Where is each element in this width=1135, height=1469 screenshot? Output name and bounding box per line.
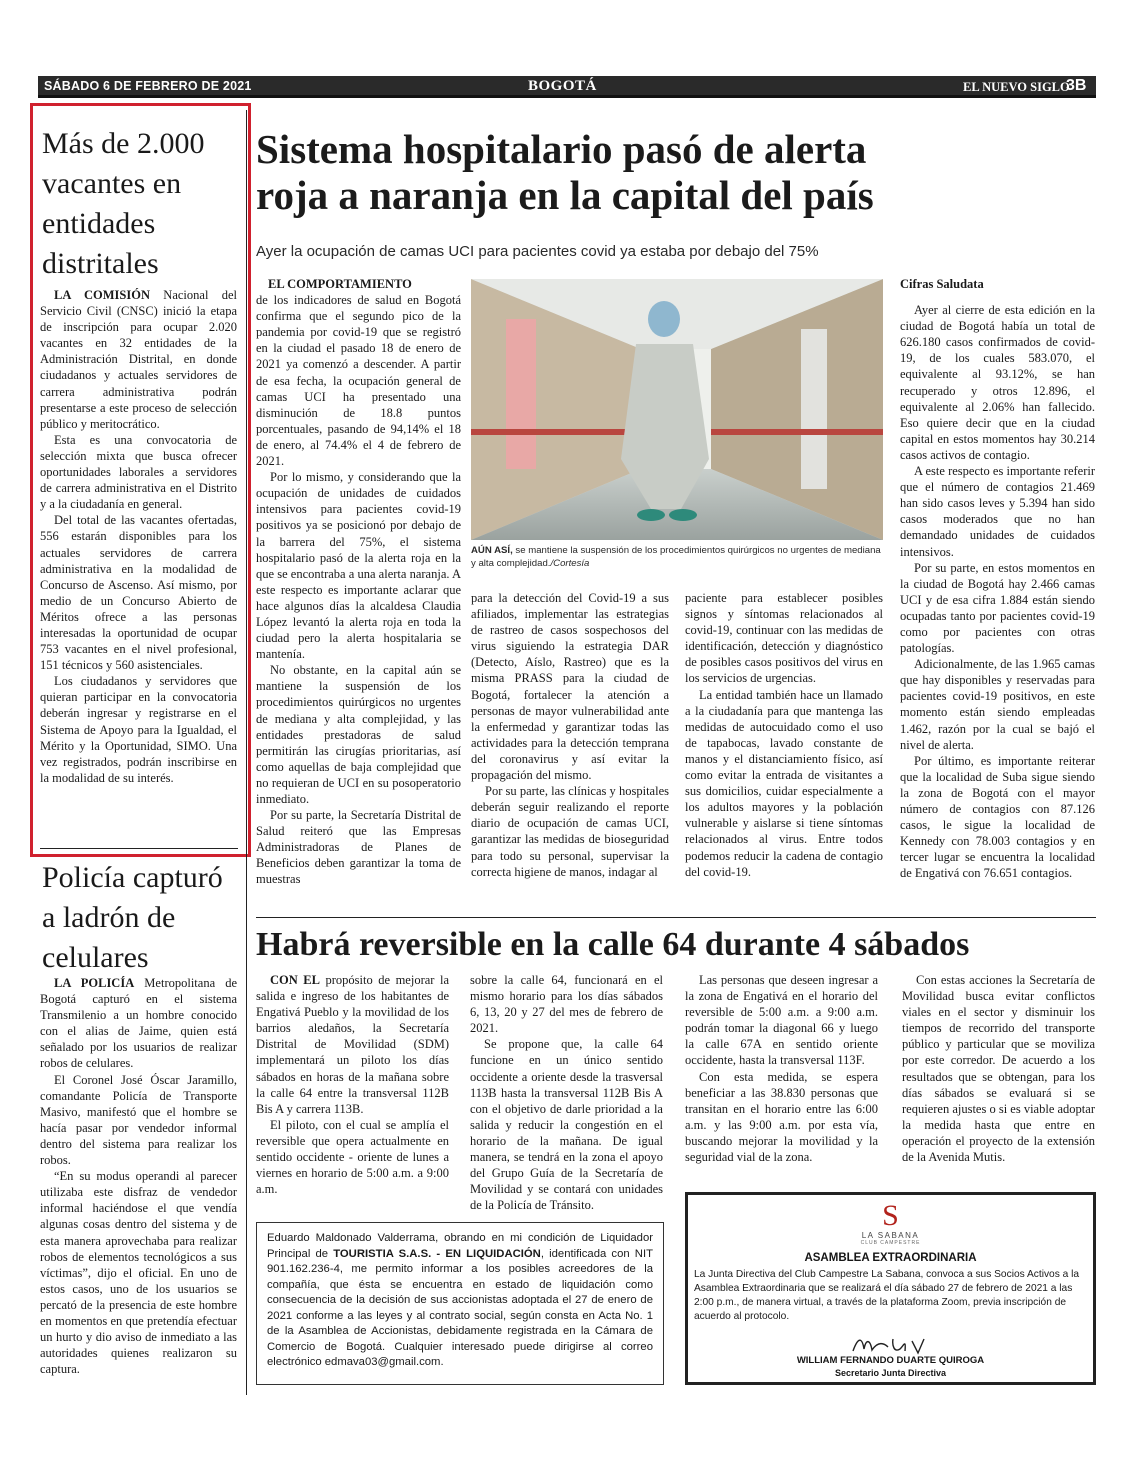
issue-date: SÁBADO 6 DE FEBRERO DE 2021 bbox=[44, 79, 252, 93]
paragraph: A este respecto es importante referir que el número de contagios 21.469 han sido casos leves y 5.394 han sido casos moderados que no han demandado unidades de cuidados intensivos. bbox=[900, 464, 1095, 559]
section-divider bbox=[256, 917, 1096, 918]
second-column-1 bbox=[256, 972, 449, 1197]
photo-caption bbox=[471, 544, 883, 570]
side-article-1-title bbox=[42, 124, 250, 284]
signer-name: WILLIAM FERNANDO DUARTE QUIROGA bbox=[796, 1355, 985, 1366]
title-line: Más de 2.000 bbox=[42, 127, 205, 160]
page-number: 3B bbox=[1066, 77, 1087, 94]
main-column-1 bbox=[256, 276, 461, 888]
signer-role: Secretario Junta Directiva bbox=[834, 1368, 947, 1378]
section-name: BOGOTÁ bbox=[528, 78, 597, 94]
main-column-2 bbox=[471, 590, 669, 880]
photo-credit: /Cortesía bbox=[550, 558, 590, 569]
title-line: celulares bbox=[42, 941, 149, 974]
paragraph: de los indicadores de salud en Bogotá confirma que el segundo pico de la pandemia por covid-19 que se registró en la ciudad el pasado 18 de enero de 2021 ya comenzó a descender. A partir de esa fecha, la ocupación general de camas UCI ha presentado una disminución de 18.8 puntos porcentuales, pasando de 94,14% el 18 de enero, al 74.4% el 4 de febrero de 2021. bbox=[256, 293, 461, 469]
title-line: entidades bbox=[42, 207, 156, 240]
lead-in: LA COMISIÓN bbox=[54, 288, 150, 302]
paragraph: Ayer al cierre de esta edición en la ciudad de Bogotá había un total de 626.180 casos confirmados de covid-19, de los cuales 583.070, el equivalente al 93.12%, se han recuperado y otros 12.896, el equivalente al 2.06% han fallecido. Eso quiere decir que en la ciudad capital en estos momentos hay 30.214 casos activos de contagio. bbox=[900, 303, 1095, 462]
paragraph: Por lo mismo, y considerando que la ocupación de unidades de cuidados intensivos para pacientes covid-19 positivos ya se posicionó por debajo de la barrera del 75%, el sistema hospitalario pasó de la alerta roja en la que se encontraba a una alerta naranja. A este respecto es importante aclarar que hace algunos días la alcaldesa Claudia López levantó la alerta roja en toda la ciudad pero la alerta hospitalaria se mantenía. bbox=[256, 470, 461, 662]
notice-text: , identificada con NIT 901.162.236-4, me permito informar a los posibles acreedores de la compañía, que ésta se encuentra en estado de liquidación como consecuencia de la decisión de sus accionistas adoptada el 27 de enero de 2021 conforme a las leyes y al contrato social, según consta en Acta No. 1 de la Asamblea de Accionistas, debidamente registrada en la Cámara de Comercio de Bogotá. Cualquier interesado puede dirigirse al correo electrónico edmava03@gmail.com. bbox=[267, 1247, 653, 1368]
logo-name: LA SABANA bbox=[861, 1231, 920, 1240]
company-name: TOURISTIA S.A.S. - EN LIQUIDACIÓN bbox=[333, 1247, 541, 1260]
paragraph: propósito de mejorar la salida e ingreso de los habitantes de Engativá Pueblo y la movilidad de los barrios aledaños, la Secretaría Distrital de Movilidad (SDM) implementará un piloto los días sábados en horas de la mañana sobre la calle 64 entre la transversal 112B Bis A y carrera 113B. bbox=[256, 973, 449, 1116]
main-headline bbox=[256, 126, 874, 218]
side-article-2-title bbox=[42, 858, 250, 978]
second-column-3 bbox=[685, 972, 878, 1165]
lead-in: CON EL bbox=[270, 973, 320, 987]
paragraph: El piloto, con el cual se amplía el reversible que opera actualmente en sentido occidente - oriente de lunes a viernes en horario de 5:00 a.m. a 9:00 a.m. bbox=[256, 1117, 449, 1197]
paragraph: Metropolitana de Bogotá capturó en el sistema Transmilenio a un hombre conocido con el alias de Jaime, quien está señalado por los usuarios de realizar robos de celulares. bbox=[40, 976, 237, 1071]
title-line: vacantes en bbox=[42, 167, 182, 200]
paragraph: sobre la calle 64, funcionará en el mismo horario para los días sábados 6, 13, 20 y 27 del mes de febrero de 2021. bbox=[470, 973, 663, 1036]
paragraph: Esta es una convocatoria de selección mixta que busca ofrecer oportunidades laborales a servidores de carrera administrativa en el Distrito y a la ciudadanía en general. bbox=[40, 432, 237, 512]
main-column-4 bbox=[900, 276, 1095, 881]
la-sabana-logo: S bbox=[882, 1199, 899, 1232]
assembly-body: La Junta Directiva del Club Campestre La Sabana, convoca a sus Socios Activos a la Asamblea Extraordinaria que se realizará el día sábado 27 de febrero de 2021 a las 2:00 p.m., de manera virtual, a través de la plataforma Zoom, previa inscripción de acuerdo al protocolo. bbox=[694, 1269, 1080, 1322]
paragraph: Por su parte, las clínicas y hospitales deberán seguir realizando el reporte diario de ocupación de camas UCI, garantizar las medidas de bioseguridad para todo su personal, supervisar la correcta higiene de manos, indagar al bbox=[471, 784, 669, 879]
signature-scribble bbox=[848, 1335, 938, 1357]
liquidation-notice bbox=[256, 1222, 664, 1385]
paragraph: “En su modus operandi al parecer utilizaba este disfraz de vendedor informal haciéndose el que vendía algunas cosas dentro del sistema y de esta manera aprovechaba para realizar robos de elementos tecnológicos a sus víctimas”, dijo el oficial. En uno de estos casos, uno de los usuarios se percató de la presencia de este hombre en momentos en que pretendía efectuar un hurto y dio aviso de inmediato a las autoridades quienes realizaron su captura. bbox=[40, 1169, 237, 1377]
column-rule bbox=[246, 110, 247, 1395]
second-headline: Habrá reversible en la calle 64 durante 4 sábados bbox=[256, 926, 970, 963]
caption-lead: AÚN ASÍ, bbox=[471, 545, 513, 556]
paragraph: paciente para establecer posibles signos y síntomas relacionados al covid-19, continuar con las medidas de identificación, detección y diagnóstico de posibles casos positivos del virus en los servicios de urgencias. bbox=[685, 591, 883, 686]
paragraph: Del total de las vacantes ofertadas, 556 estarán disponibles para los actuales servidores de carrera administrativa en la modalidad de Concurso de Ascenso. Así mismo, por medio de un Concurso Abierto de Méritos ofrece a las personas interesadas la oportunidad de ocupar 753 vacantes en el nivel profesional, 151 técnicos y 560 asistenciales. bbox=[40, 513, 237, 673]
second-column-2 bbox=[470, 972, 663, 1213]
title-line: a ladrón de bbox=[42, 901, 176, 934]
headline-line: Sistema hospitalario pasó de alerta bbox=[256, 126, 867, 172]
paragraph: Por su parte, la Secretaría Distrital de Salud reiteró que las Empresas Administradoras de Planes de Beneficios deben garantizar la toma de muestras bbox=[256, 808, 461, 887]
paragraph: No obstante, en la capital aún se mantiene la suspensión de los procedimientos quirúrgicos no urgentes de mediana y alta complejidad, y las entidades prestadoras de salud permitirán las cirugías prioritarias, así como aquellas de baja complejidad que no requieran de UCI en su posoperatorio inmediato. bbox=[256, 663, 461, 806]
lead-in: LA POLICÍA bbox=[54, 976, 135, 990]
lead-in: EL COMPORTAMIENTO bbox=[268, 277, 412, 291]
title-line: Policía capturó bbox=[42, 861, 223, 894]
assembly-title: ASAMBLEA EXTRAORDINARIA bbox=[804, 1252, 977, 1264]
paragraph: Adicionalmente, de las 1.965 camas que hay disponibles y reservadas para pacientes covid-19 positivos, en este momento están siendo empleadas 1.462, razón por la cual se bajó el nivel de alerta. bbox=[900, 657, 1095, 752]
paragraph: Con esta medida, se espera beneficiar a las 38.830 personas que transitan en el horario entre las 6:00 a.m. y las 9:00 a.m. por esta vía, buscando mejorar la movilidad y la seguridad vial de la zona. bbox=[685, 1069, 878, 1165]
paragraph: Nacional del Servicio Civil (CNSC) inició la etapa de inscripción para ocupar 2.020 vacantes en 32 entidades de la Administración Distrital, en donde ciudadanos y actuales servidores de carrera administrativa podrán presentarse a este proceso de selección público y meritocrático. bbox=[40, 288, 238, 431]
assembly-notice bbox=[685, 1192, 1096, 1385]
paragraph: para la detección del Covid-19 a sus afiliados, implementar las estrategias de rastreo de casos sospechosos del virus siguiendo la estrategia DAR (Detecto, Aíslo, Rastreo) que es la misma PRASS para la ciudad de Bogotá, fortalecer la atención a personas de mayor vulnerabilidad ante la enfermedad y garantizar todas las actividades para la detección temprana del coronavirus y así evitar la propagación del mismo. bbox=[471, 591, 669, 783]
subhead: Cifras Saludata bbox=[900, 277, 984, 291]
paragraph: Los ciudadanos y servidores que quieran participar en la convocatoria deberán ingresar y registrarse en el Sistema de Apoyo para la Igualdad, el Mérito y la Oportunidad, SIMO. Una vez registrados, podrán inscribirse en la modalidad de su interés. bbox=[40, 674, 237, 785]
hospital-corridor-photo bbox=[471, 279, 883, 540]
main-column-3 bbox=[685, 590, 883, 880]
divider bbox=[40, 848, 238, 849]
newspaper-name: EL NUEVO SIGLO bbox=[963, 80, 1070, 94]
paragraph: El Coronel José Óscar Jaramillo, comandante Policía de Transporte Masivo, manifestó que el hombre se hacía pasar por vendedor informal dentro del sistema para realizar los robos. bbox=[40, 1072, 237, 1168]
title-line: distritales bbox=[42, 247, 159, 280]
second-column-4 bbox=[902, 972, 1095, 1165]
main-deck: Ayer la ocupación de camas UCI para pacientes covid ya estaba por debajo del 75% bbox=[256, 243, 819, 260]
paragraph: Con estas acciones la Secretaría de Movilidad busca evitar conflictos viales en el sector y disminuir los tiempos de recorrido del transporte público y particular que se moviliza por este corredor. De acuerdo a los resultados que se obtengan, para los días sábados se evaluará si se requieren ajustes o si es viable adoptar la medida hasta que entre en operación el proyecto de la extensión de la Avenida Mutis. bbox=[902, 973, 1095, 1165]
headline-line: roja a naranja en la capital del país bbox=[256, 172, 874, 218]
paragraph: Por su parte, en estos momentos en la ciudad de Bogotá hay 2.466 camas UCI y de esa cifra 1.884 están siendo ocupadas tanto por pacientes covid-19 como por pacientes con otras patologías. bbox=[900, 560, 1095, 656]
caption-text: se mantiene la suspensión de los procedimientos quirúrgicos no urgentes de mediana y alta complejidad. bbox=[471, 545, 881, 569]
paragraph: La entidad también hace un llamado a la ciudadanía para que mantenga las medidas de autocuidado como el uso de tapabocas, lavado constante de manos y el distanciamiento físico, así como evitar la entrada de visitantes a sus domicilios, cuidar especialmente a los adultos mayores y la población vulnerable y aislarse si tiene síntomas relacionados al virus. Entre todos podemos reducir la cadena de contagio del covid-19. bbox=[685, 687, 883, 879]
paragraph: Se propone que, la calle 64 funcione en un único sentido occidente a oriente desde la trasversal 113B hasta la transversal 112B Bis A con el objetivo de darle prioridad a la salida y reducir la congestión en el horario de la mañana. De igual manera, se tendrá en la zona el apoyo del Grupo Guía de la Secretaría de Movilidad y se contará con unidades de la Policía de Tránsito. bbox=[470, 1037, 663, 1213]
side-article-1-body bbox=[40, 287, 237, 786]
logo-subtitle: CLUB CAMPESTRE bbox=[860, 1240, 921, 1246]
side-article-2-body bbox=[40, 975, 237, 1377]
paragraph: Por último, es importante reiterar que la localidad de Suba sigue siendo la zona de Bogotá con el mayor número de contagios con 87.126 casos, le sigue la localidad de Kennedy con 78.003 contagios y en tercer lugar se encuentra la localidad de Engativá con 76.651 contagios. bbox=[900, 753, 1095, 881]
paragraph: Las personas que deseen ingresar a la zona de Engativá en el horario del reversible de 5:00 a.m. a 9:00 a.m. podrán tomar la diagonal 66 y luego la calle 67A en sentido oriente occidente, hasta la transversal 113F. bbox=[685, 973, 878, 1068]
notice-text: Eduardo Maldonado Valderrama, obrando en mi condición de Liquidador Principal de bbox=[267, 1232, 653, 1260]
